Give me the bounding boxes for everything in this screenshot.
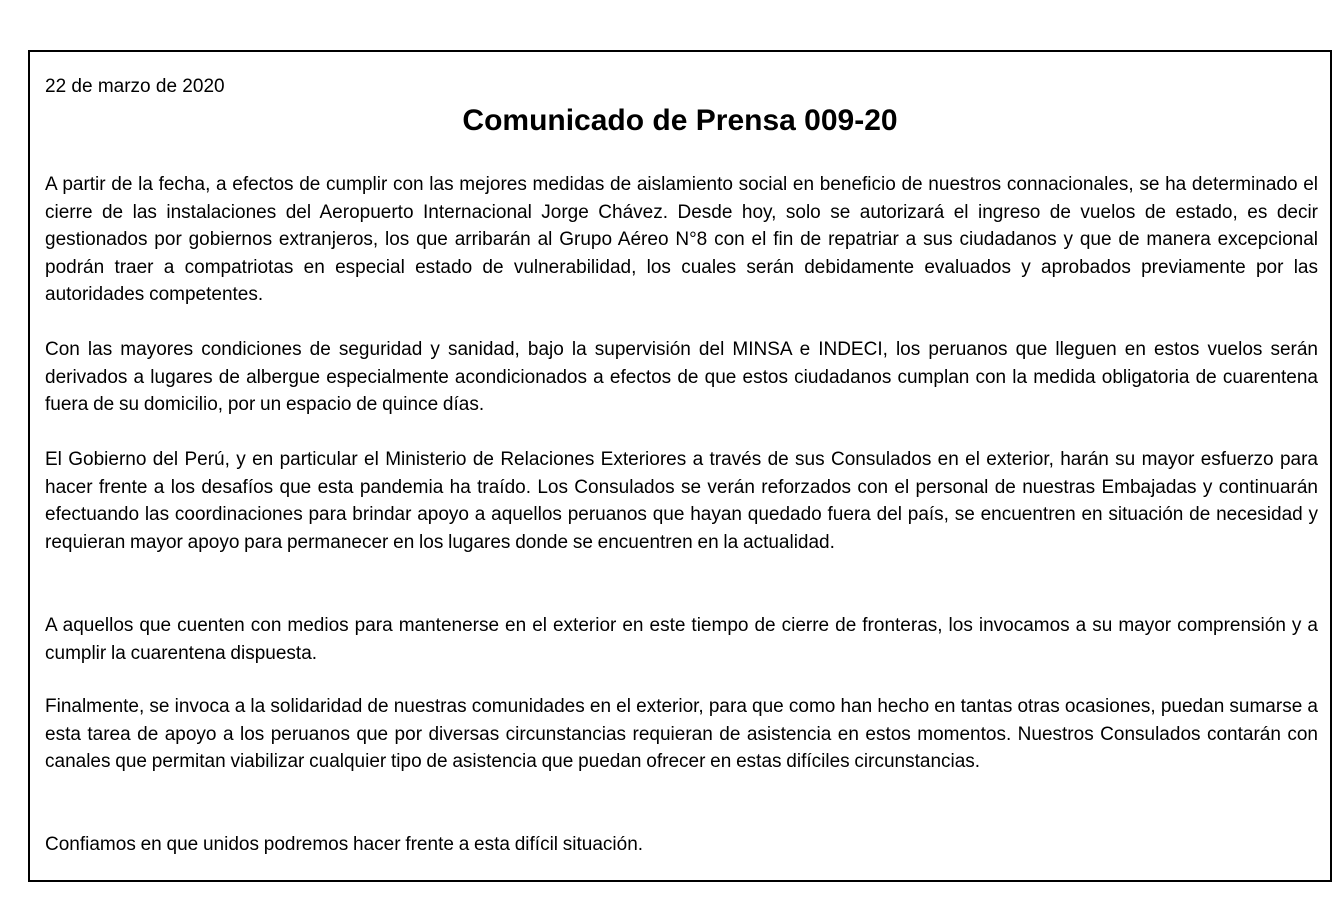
document-title: Comunicado de Prensa 009-20 xyxy=(462,104,898,137)
paragraph-5: Finalmente, se invoca a la solidaridad de nuestras comunidades en el exterior, para que como han hecho en tantas otras ocasiones, puedan sumarse a esta tarea de apoyo a los peruanos que por diversas circunstancias requieran de asistencia en estos momentos. Nuestros Consulados contarán con canales que permitan viabilizar cualquier tipo de asistencia que puedan ofrecer en estas difíciles circunstancias. xyxy=(45,696,1318,772)
paragraph-1: A partir de la fecha, a efectos de cumplir con las mejores medidas de aislamiento social en beneficio de nuestros connacionales, se ha determinado el cierre de las instalaciones del Aeropuerto Internacional Jorge Chávez. Desde hoy, solo se autorizará el ingreso de vuelos de estado, es decir gestionados por gobiernos extranjeros, los que arribarán al Grupo Aéreo N°8 con el fin de repatriar a sus ciudadanos y que de manera excepcional podrán traer a compatriotas en especial estado de vulnerabilidad, los cuales serán debidamente evaluados y aprobados previamente por las autoridades competentes. xyxy=(45,174,1318,305)
paragraph-6: Confiamos en que unidos podremos hacer frente a esta difícil situación. xyxy=(45,834,644,855)
document-date: 22 de marzo de 2020 xyxy=(45,76,225,97)
paragraph-4: A aquellos que cuenten con medios para mantenerse en el exterior en este tiempo de cierre de fronteras, los invocamos a su mayor comprensión y a cumplir la cuarentena dispuesta. xyxy=(45,615,1318,664)
paragraph-3: El Gobierno del Perú, y en particular el Ministerio de Relaciones Exteriores a través de sus Consulados en el exterior, harán su mayor esfuerzo para hacer frente a los desafíos que esta pandemia ha traído. Los Consulados se verán reforzados con el personal de nuestras Embajadas y continuarán efectuando las coordinaciones para brindar apoyo a aquellos peruanos que hayan quedado fuera del país, se encuentren en situación de necesidad y requieran mayor apoyo para permanecer en los lugares donde se encuentren en la actualidad. xyxy=(45,449,1318,553)
paragraph-2: Con las mayores condiciones de seguridad y sanidad, bajo la supervisión del MINSA e INDECI, los peruanos que lleguen en estos vuelos serán derivados a lugares de albergue especialmente acondicionados a efectos de que estos ciudadanos cumplan con la medida obligatoria de cuarentena fuera de su domicilio, por un espacio de quince días. xyxy=(45,339,1318,415)
